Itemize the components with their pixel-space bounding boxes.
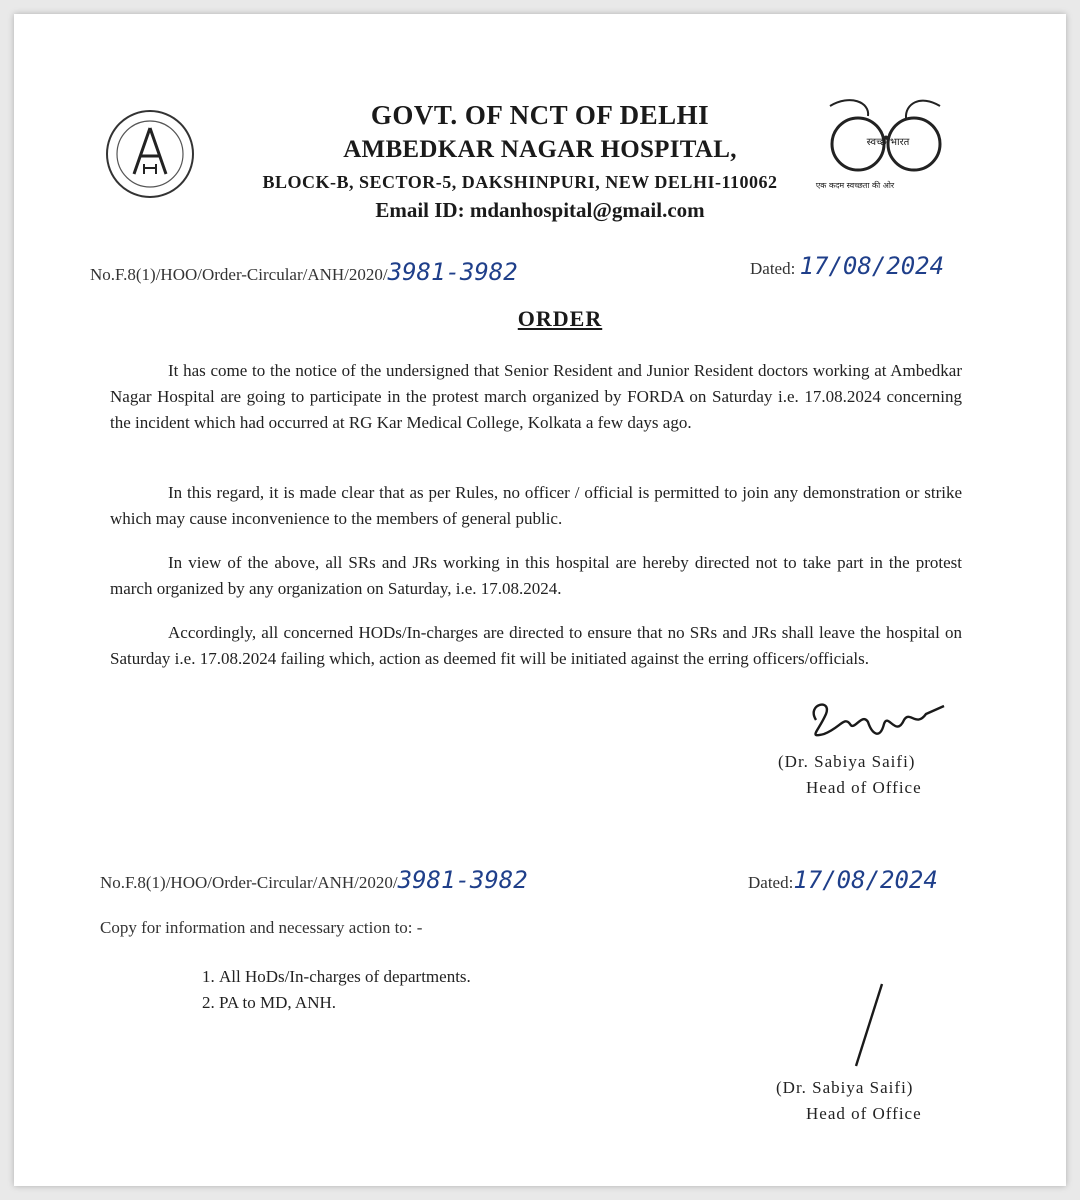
- order-title: ORDER: [517, 306, 603, 331]
- order-paragraph-2: In this regard, it is made clear that as per Rules, no officer / official is permitted to join any demonstration or strike which may cause inconvenience to the members of general public.: [110, 483, 962, 528]
- order-reference: [90, 258, 518, 286]
- order-number-handwritten: 3981-3982: [387, 258, 518, 286]
- order-number-prefix: No.F.8(1)/HOO/Order-Circular/ANH/2020/: [90, 265, 388, 284]
- order-date: [750, 252, 944, 280]
- list-item: 1. All HoDs/In-charges of departments.: [219, 964, 471, 990]
- copy-intro: Copy for information and necessary action to: -: [100, 918, 423, 937]
- emblem-caption: स्वच्छ भारत: [866, 137, 910, 148]
- signatory-name: (Dr. Sabiya Saifi): [778, 752, 916, 771]
- hospital-email: Email ID: mdanhospital@gmail.com: [375, 198, 705, 222]
- dated-handwritten: 17/08/2024: [799, 252, 945, 280]
- copy-recipient-list: [189, 964, 471, 1016]
- copy-date: [748, 866, 938, 894]
- copy-reference: [100, 866, 528, 894]
- hospital-name: AMBEDKAR NAGAR HOSPITAL,: [343, 136, 737, 163]
- document-page: [14, 14, 1066, 1186]
- copy-dated-label: Dated:: [748, 873, 794, 892]
- copy-dated-handwritten: 17/08/2024: [793, 866, 938, 894]
- hospital-address: BLOCK-B, SECTOR-5, DAKSHINPURI, NEW DELHI-110062: [262, 172, 778, 192]
- emblem-tagline: एक कदम स्वच्छता की ओर: [815, 181, 895, 190]
- order-paragraph-4: Accordingly, all concerned HODs/In-charges are directed to ensure that no SRs and JRs shall leave the hospital on Saturday i.e. 17.08.2024 failing which, action as deemed fit will be initiated against the erring officers/officials.: [110, 623, 962, 668]
- signature-stroke: [848, 980, 888, 1075]
- list-item: 2. PA to MD, ANH.: [219, 990, 471, 1016]
- order-paragraph-3: In view of the above, all SRs and JRs working in this hospital are hereby directed not to take part in the protest march organized by any organization on Saturday, i.e. 17.08.2024.: [110, 553, 962, 598]
- dated-label: Dated:: [750, 259, 796, 278]
- copy-number-handwritten: 3981-3982: [397, 866, 528, 894]
- signatory-name-2: (Dr. Sabiya Saifi): [776, 1078, 914, 1097]
- signatory-designation-2: Head of Office: [806, 1104, 922, 1123]
- signatory-designation: Head of Office: [806, 778, 922, 797]
- order-paragraph-1: It has come to the notice of the undersigned that Senior Resident and Junior Resident doctors working at Ambedkar Nagar Hospital are going to participate in the protest march organized by FORDA on Saturday i.e. 17.08.2024 concerning the incident which had occurred at RG Kar Medical College, Kolkata a few days ago.: [110, 361, 962, 432]
- govt-heading: GOVT. OF NCT OF DELHI: [370, 100, 710, 130]
- signature-scribble: [804, 694, 954, 755]
- copy-number-prefix: No.F.8(1)/HOO/Order-Circular/ANH/2020/: [100, 873, 398, 892]
